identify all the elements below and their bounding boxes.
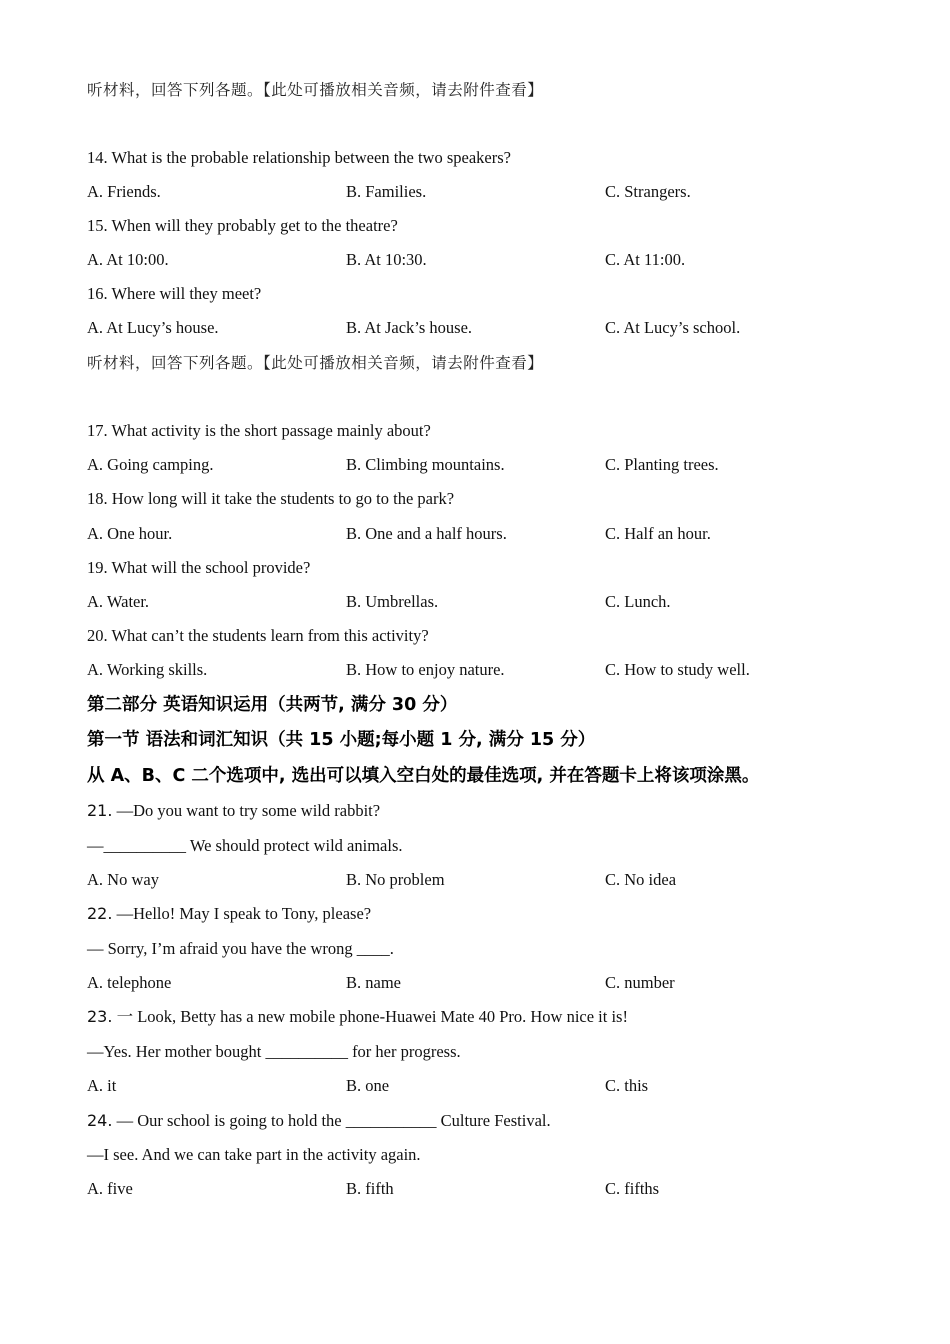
- question-number: 21.: [87, 801, 113, 820]
- option-c: C. At 11:00.: [605, 250, 686, 269]
- dialogue-line: — Sorry, I’m afraid you have the wrong ____.: [87, 939, 394, 958]
- option-b: B. one: [346, 1076, 390, 1095]
- dialogue-line: —Yes. Her mother bought __________ for her progress.: [87, 1042, 461, 1061]
- option-c: C. At Lucy’s school.: [605, 318, 741, 337]
- option-c: C. Lunch.: [605, 592, 671, 611]
- option-c: C. No idea: [605, 870, 677, 889]
- option-a: A. Friends.: [87, 182, 161, 201]
- question-stem: 15. When will they probably get to the theatre?: [87, 216, 398, 235]
- question-stem: 19. What will the school provide?: [87, 558, 311, 577]
- option-a: A. Water.: [87, 592, 150, 611]
- option-b: B. No problem: [346, 870, 445, 889]
- question-line: [87, 1006, 628, 1028]
- question-line: [87, 1110, 551, 1132]
- question-stem: 18. How long will it take the students to go to the park?: [87, 489, 455, 508]
- question-number: 24.: [87, 1111, 113, 1130]
- option-c: C. fifths: [605, 1179, 660, 1198]
- option-b: B. How to enjoy nature.: [346, 660, 505, 679]
- option-a: A. Going camping.: [87, 455, 214, 474]
- question-line: [87, 903, 371, 925]
- dialogue-line: — Our school is going to hold the ___________ Culture Festival.: [112, 1111, 551, 1130]
- listening-instruction: 听材料，回答下列各题。【此处可播放相关音频，请去附件查看】: [87, 354, 544, 372]
- question-line: [87, 800, 380, 822]
- dialogue-line: —__________ We should protect wild animals.: [87, 836, 403, 855]
- option-c: C. Planting trees.: [605, 455, 719, 474]
- dialogue-line: —Do you want to try some wild rabbit?: [112, 801, 381, 820]
- option-c: C. Strangers.: [605, 182, 691, 201]
- dialogue-line: —I see. And we can take part in the activity again.: [87, 1145, 421, 1164]
- option-c: C. this: [605, 1076, 649, 1095]
- option-a: A. At Lucy’s house.: [87, 318, 219, 337]
- option-a: A. One hour.: [87, 524, 173, 543]
- option-a: A. telephone: [87, 973, 172, 992]
- option-a: A. it: [87, 1076, 117, 1095]
- option-b: B. At Jack’s house.: [346, 318, 473, 337]
- question-stem: 20. What can’t the students learn from this activity?: [87, 626, 429, 645]
- option-b: B. name: [346, 973, 401, 992]
- dialogue-line: —Hello! May I speak to Tony, please?: [112, 904, 372, 923]
- option-c: C. Half an hour.: [605, 524, 711, 543]
- option-a: A. No way: [87, 870, 159, 889]
- option-a: A. At 10:00.: [87, 250, 169, 269]
- section-directions: 从 A、B、C 二个选项中, 选出可以填入空白处的最佳选项, 并在答题卡上将该项涂黑。: [87, 766, 760, 786]
- question-stem: 17. What activity is the short passage mainly about?: [87, 421, 431, 440]
- option-c: C. number: [605, 973, 675, 992]
- option-b: B. fifth: [346, 1179, 394, 1198]
- part-two-title: 第二部分 英语知识运用（共两节, 满分 30 分）: [87, 695, 458, 715]
- question-stem: 14. What is the probable relationship between the two speakers?: [87, 148, 511, 167]
- question-number: 22.: [87, 904, 113, 923]
- dialogue-line: 一 Look, Betty has a new mobile phone-Huawei Mate 40 Pro. How nice it is!: [112, 1007, 628, 1026]
- option-b: B. One and a half hours.: [346, 524, 507, 543]
- question-number: 23.: [87, 1007, 113, 1026]
- option-c: C. How to study well.: [605, 660, 750, 679]
- question-stem: 16. Where will they meet?: [87, 284, 262, 303]
- option-b: B. Families.: [346, 182, 427, 201]
- option-b: B. Umbrellas.: [346, 592, 439, 611]
- option-b: B. Climbing mountains.: [346, 455, 505, 474]
- option-b: B. At 10:30.: [346, 250, 427, 269]
- listening-instruction: 听材料，回答下列各题。【此处可播放相关音频，请去附件查看】: [87, 81, 544, 99]
- section-title: 第一节 语法和词汇知识（共 15 小题;每小题 1 分, 满分 15 分）: [87, 730, 596, 750]
- option-a: A. five: [87, 1179, 133, 1198]
- option-a: A. Working skills.: [87, 660, 208, 679]
